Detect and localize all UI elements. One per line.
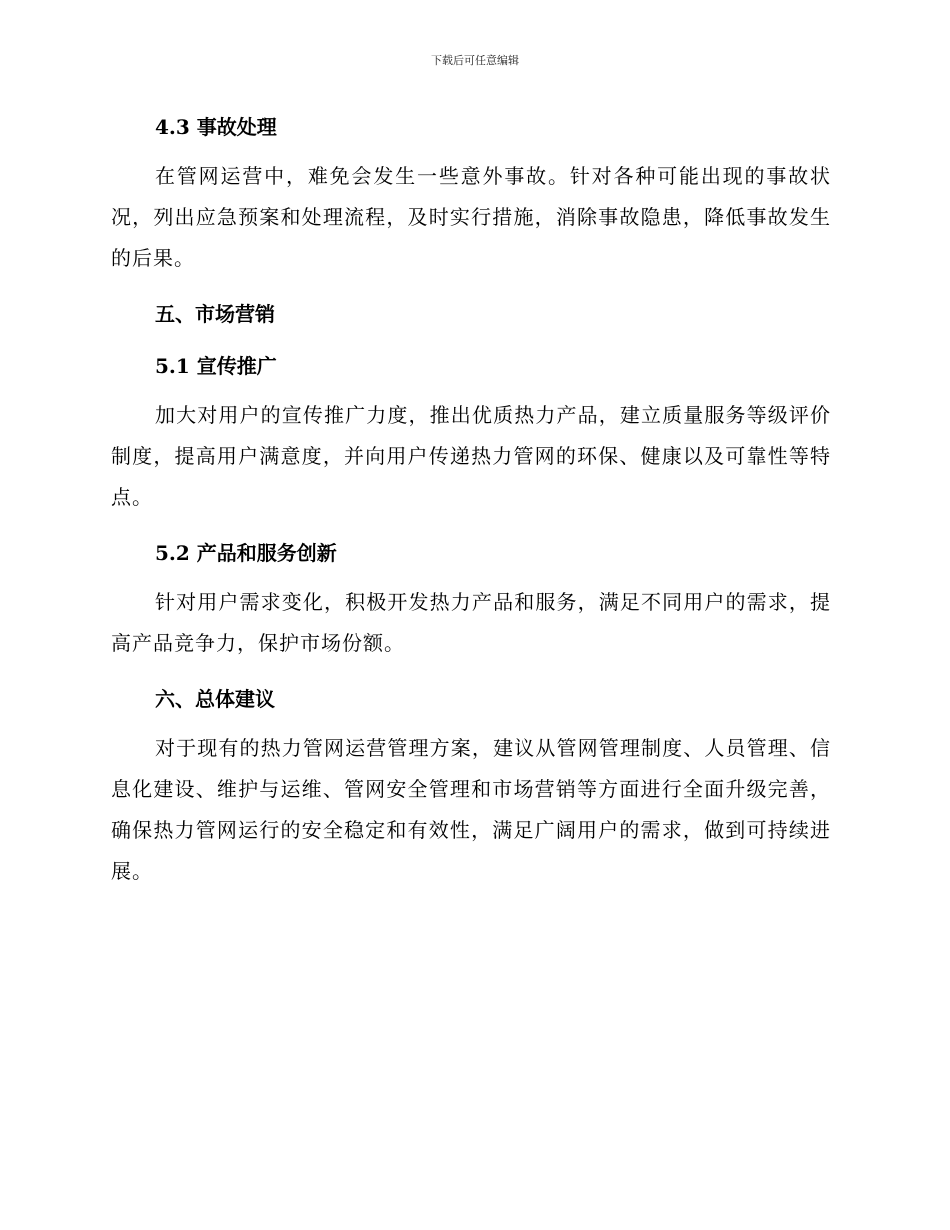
paragraph-4-3: 在管网运营中，难免会发生一些意外事故。针对各种可能出现的事故状况，列出应急预案和处理流程，及时实行措施，消除事故隐患，降低事故发生的后果。 (111, 164, 831, 270)
heading-5-2: 5.2 产品和服务创新 (155, 541, 337, 565)
heading-section-5: 五、市场营销 (155, 302, 275, 326)
document-body (111, 110, 831, 892)
paragraph-5-1: 加大对用户的宣传推广力度，推出优质热力产品，建立质量服务等级评价制度，提高用户满意度，并向用户传递热力管网的环保、健康以及可靠性等特点。 (111, 403, 831, 509)
heading-section-6: 六、总体建议 (155, 687, 275, 711)
page-header: 下载后可任意编辑 (431, 54, 519, 67)
paragraph-section-6: 对于现有的热力管网运营管理方案，建议从管网管理制度、人员管理、信息化建设、维护与运维、管网安全管理和市场营销等方面进行全面升级完善，确保热力管网运行的安全稳定和有效性，满足广阔用户的需求，做到可持续进展。 (111, 736, 831, 883)
heading-5-1: 5.1 宣传推广 (155, 354, 277, 378)
paragraph-5-2: 针对用户需求变化，积极开发热力产品和服务，满足不同用户的需求，提高产品竞争力，保护市场份额。 (111, 590, 831, 655)
heading-4-3: 4.3 事故处理 (155, 115, 277, 139)
